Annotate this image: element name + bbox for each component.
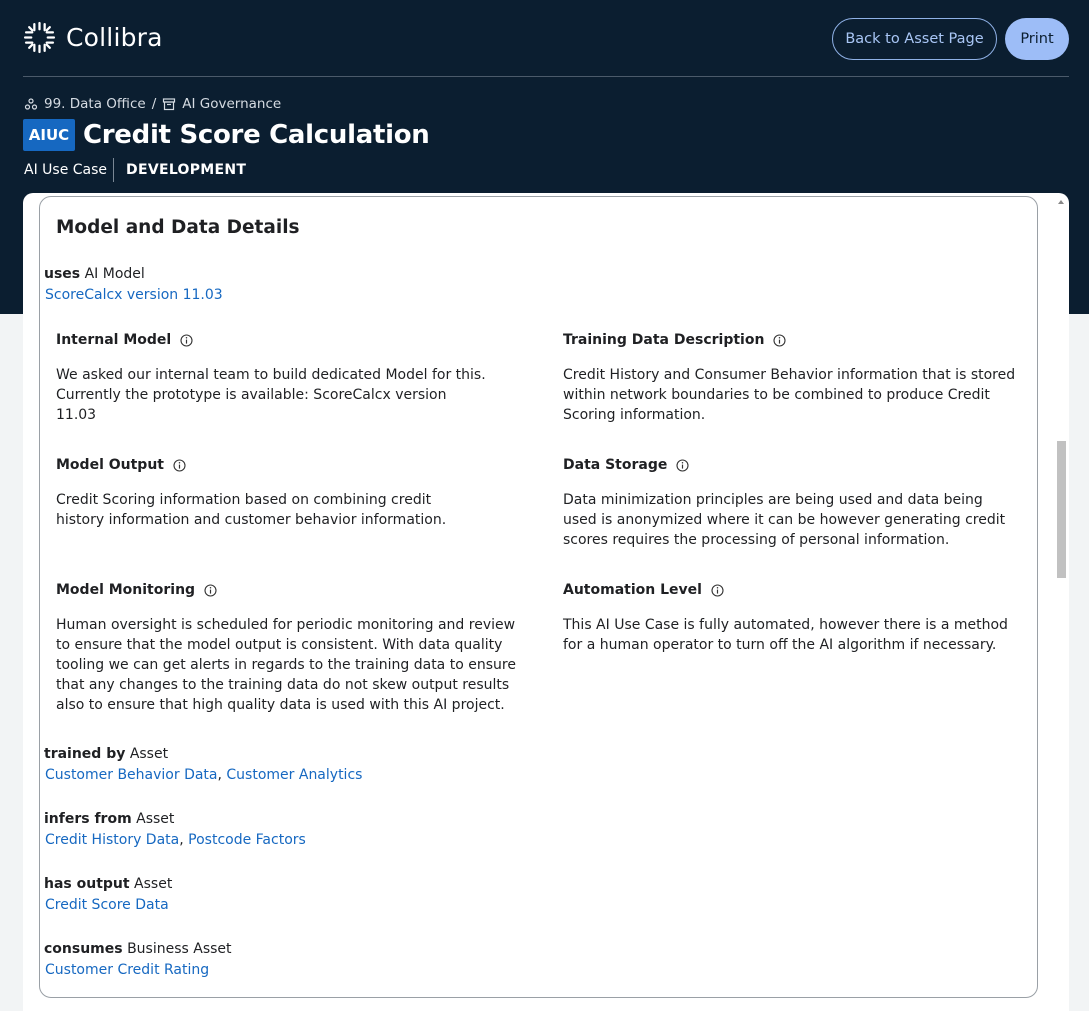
relation-consumes	[44, 941, 232, 957]
section-title: Model and Data Details	[56, 217, 300, 238]
attribute-automation-level	[563, 581, 1033, 655]
info-icon[interactable]	[711, 584, 724, 597]
status-badge: DEVELOPMENT	[126, 162, 247, 178]
model-and-data-details-card	[39, 196, 1038, 998]
info-icon[interactable]	[676, 459, 689, 472]
info-icon[interactable]	[204, 584, 217, 597]
relation-label: infers from	[44, 811, 132, 827]
attribute-value: Credit Scoring information based on combining credit history information and customer behavior information.	[56, 492, 447, 528]
scrollbar[interactable]	[1055, 198, 1067, 1011]
attribute-model-monitoring	[56, 581, 526, 715]
meta-divider	[113, 158, 114, 182]
relation-trained-by-links	[45, 767, 362, 783]
scrollbar-thumb[interactable]	[1057, 441, 1066, 578]
attribute-value: Credit History and Consumer Behavior information that is stored within network boundaries to be combined to produce Credit Scoring information.	[563, 367, 1016, 423]
asset-meta	[24, 158, 246, 182]
breadcrumb-community[interactable]: 99. Data Office	[44, 96, 146, 112]
relation-trained-by	[44, 746, 168, 762]
asset-title-row	[23, 119, 429, 151]
link-separator: ,	[217, 767, 222, 783]
relation-target-type: Asset	[129, 746, 169, 762]
attribute-label: Model Output	[56, 457, 164, 473]
asset-link[interactable]: Customer Analytics	[226, 767, 363, 783]
back-to-asset-page-button[interactable]: Back to Asset Page	[832, 18, 997, 60]
asset-type-badge: AIUC	[23, 119, 75, 151]
attribute-value: Human oversight is scheduled for periodic monitoring and review to ensure that the model output is consistent. With data quality tooling we can get alerts in regards to the training data to ensure that any changes to the training data do not skew output results also to ensure that high quality data is used with this AI project.	[56, 617, 516, 713]
brand-name: Collibra	[66, 23, 163, 52]
scroll-up-arrow-icon[interactable]	[1058, 200, 1064, 204]
relation-uses-links	[45, 287, 223, 303]
info-icon[interactable]	[180, 334, 193, 347]
collibra-logo[interactable]	[23, 21, 163, 54]
relation-target-type: Business Asset	[127, 941, 232, 957]
attribute-data-storage	[563, 456, 1033, 550]
breadcrumb	[24, 95, 281, 113]
attribute-value: This AI Use Case is fully automated, however there is a method for a human operator to turn off the AI algorithm if necessary.	[563, 617, 1008, 653]
print-button[interactable]: Print	[1005, 18, 1069, 60]
page-title: Credit Score Calculation	[83, 120, 430, 150]
breadcrumb-separator: /	[151, 96, 157, 112]
relation-label: consumes	[44, 941, 123, 957]
relation-target-type: AI Model	[84, 266, 145, 282]
header-corner	[1068, 263, 1089, 314]
relation-infers-from-links	[45, 832, 306, 848]
attribute-training-data-description	[563, 331, 1033, 425]
relation-uses	[44, 266, 145, 282]
attribute-label: Automation Level	[563, 582, 702, 598]
attribute-label: Model Monitoring	[56, 582, 196, 598]
asset-link[interactable]: ScoreCalcx version 11.03	[45, 287, 223, 303]
relation-label: has output	[44, 876, 130, 892]
attribute-value: We asked our internal team to build dedicated Model for this. Currently the prototype is available: ScoreCalcx version 11.03	[56, 367, 486, 423]
asset-link[interactable]: Customer Credit Rating	[45, 962, 210, 978]
relation-consumes-links	[45, 962, 209, 978]
asset-link[interactable]: Postcode Factors	[188, 832, 306, 848]
link-separator: ,	[179, 832, 184, 848]
relation-target-type: Asset	[136, 811, 175, 827]
header-divider	[23, 76, 1069, 77]
relation-label: uses	[44, 266, 81, 282]
attribute-model-output	[56, 456, 526, 530]
relation-has-output-links	[45, 897, 169, 913]
relation-label: trained by	[44, 746, 126, 762]
relation-target-type: Asset	[134, 876, 173, 892]
asset-type: AI Use Case	[24, 162, 108, 178]
asset-link[interactable]: Customer Behavior Data	[45, 767, 218, 783]
attribute-value: Data minimization principles are being used and data being used is anonymized where it can be however generating credit scores requires the processing of personal information.	[563, 492, 1006, 548]
collibra-logo-icon	[23, 21, 56, 54]
asset-link[interactable]: Credit Score Data	[45, 897, 169, 913]
relation-has-output	[44, 876, 172, 892]
info-icon[interactable]	[173, 459, 186, 472]
attribute-label: Training Data Description	[563, 332, 765, 348]
domain-icon	[162, 97, 176, 111]
info-icon[interactable]	[773, 334, 786, 347]
relation-infers-from	[44, 811, 174, 827]
breadcrumb-domain[interactable]: AI Governance	[182, 96, 282, 112]
community-icon	[24, 97, 38, 111]
attribute-label: Internal Model	[56, 332, 172, 348]
attribute-label: Data Storage	[563, 457, 668, 473]
top-bar	[23, 18, 1069, 60]
attribute-internal-model	[56, 331, 526, 425]
asset-link[interactable]: Credit History Data	[45, 832, 180, 848]
